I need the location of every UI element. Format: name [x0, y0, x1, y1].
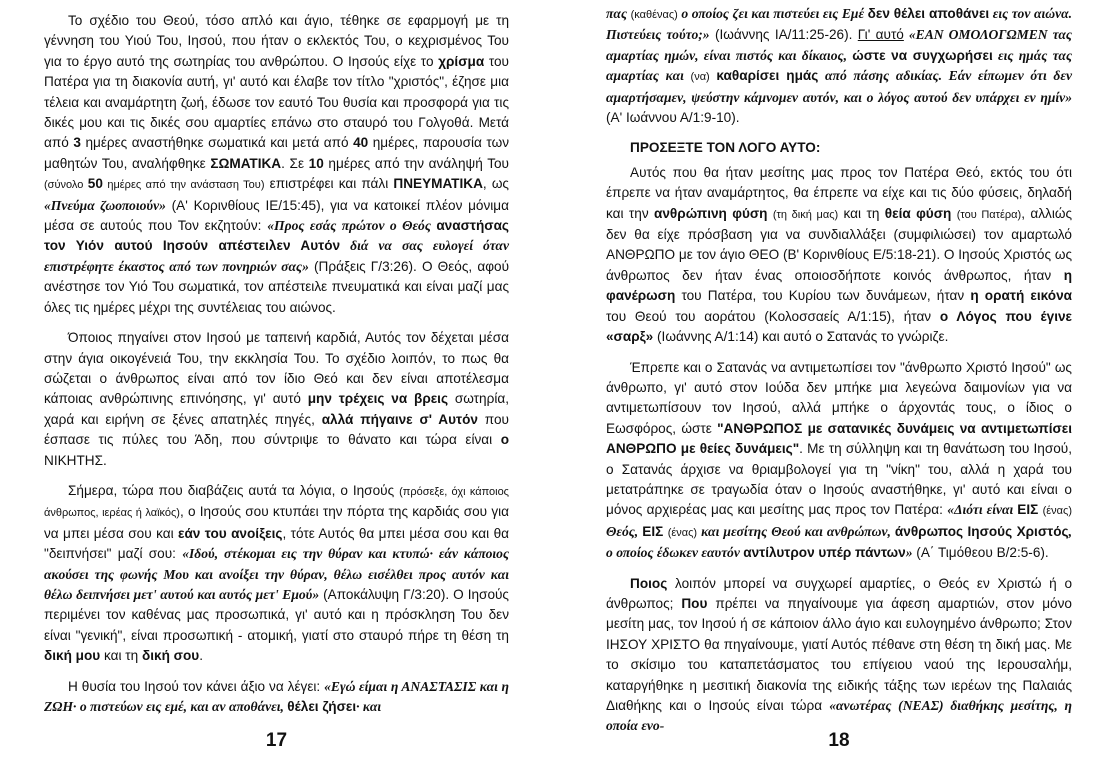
text-run: επιστρέφει και πάλι [264, 176, 394, 192]
text-run: (σύνολο [44, 179, 88, 192]
text-run: · και [356, 699, 382, 714]
text-run: (Α' Κορινθίους ΙΕ/15:45), για να κατοικεί πλέον μόνιμα μέσα σε αυτούς που Τον εκζητούν: [44, 197, 509, 234]
text-run: «ΕΑΝ ΟΜΟΛΟΓΩΜΕΝ τας αμαρτίας ημών, είναι πιστός και δίκαιος, [606, 27, 1072, 63]
text-run: αναστήσας τον Υιόν αυτού Ιησούν απέστειλεν Αυτόν [44, 218, 509, 254]
text-run: χρίσμα [438, 53, 485, 69]
text-run: (ένας) [667, 526, 698, 539]
text-run: (καθένας) [630, 9, 678, 21]
text-run: που έσπασε τις πύλες του Άδη, που σύντριψε το θάνατο και τώρα είναι [44, 411, 509, 448]
text-run: η φανέρωση [606, 267, 1072, 304]
text-run: «ανωτέρας (ΝΕΑΣ) διαθήκης μεσίτης, η οποία ενο- [606, 698, 1072, 734]
text-run: και μεσίτης Θεού και ανθρώπων, [697, 523, 895, 539]
text-run: ημέρες, παρουσία των μαθητών Του, αναλήφθηκε [44, 135, 510, 171]
text-run: δεν θέλει αποθάνει [867, 6, 990, 21]
page-number: 17 [265, 729, 288, 751]
text-run: ώστε να συγχωρήσει [852, 47, 993, 63]
text-run: (Α΄ Τιμόθεου Β/2:5-6). [912, 545, 1049, 561]
text-run: θεία φύση [884, 205, 952, 221]
text-run: "ΑΝΘΡΩΠΟΣ με σατανικές δυνάμεις να αντιμετωπίσει ΑΝΘΡΩΠΟ με θείες δυνάμεις" [606, 420, 1072, 457]
text-run: (να) [690, 71, 710, 84]
section-heading: ΠΡΟΣΕΞΤΕ ΤΟΝ ΛΟΓΟ ΑΥΤΟ: [630, 140, 821, 156]
text-run: (Ιωάννης Α/1:14) και αυτό ο Σατανάς το γνώριζε. [653, 329, 949, 345]
text-run: (πρόσεξε, όχι κάποιος άνθρωπος, ιερέας ή λαϊκός) [44, 485, 509, 520]
text-run: δική σου [142, 648, 200, 664]
text-run: ημέρες από την ανάσταση Του) [102, 179, 265, 192]
paragraph [606, 163, 1072, 348]
text-run: σωτηρία, χαρά και ειρήνη σε ξένες απατηλές πηγές, [44, 391, 509, 427]
text-run: «Ιδού, στέκομαι εις την θύραν και κτυπώ· εάν κάποιος ακούσει της φωνής Μου και ανοίξει την θύραν, θέλω εισέλθει προς αυτόν και θέλω δειπνήσει μετ' αυτού και αυτός μετ' Εμού» [44, 546, 509, 602]
text-run: ΕΙΣ [642, 523, 664, 539]
text-run: . Σε [281, 155, 309, 171]
text-run: Η θυσία του Ιησού τον κάνει άξιο να λέγει: [68, 678, 325, 694]
text-run: δική μου [44, 648, 101, 664]
left-page [44, 0, 509, 759]
text-run: Που [681, 595, 708, 611]
text-run: εις ημάς τας αμαρτίας και [606, 47, 1072, 84]
text-run: Το σχέδιο του Θεού, τόσο απλό και άγιο, τέθηκε σε εφαρμογή με τη γέννηση του Υιού Του, Ιησού, που ήταν ο εκλεκτός Του, ο κεχρισμένος Του για το έργο αυτό της σωτηρίας του ανθρώπου. Ο Ιησούς είχε το [44, 13, 509, 69]
text-run: του Πατέρα, του Κυρίου των δυνάμεων, ήταν [675, 288, 971, 304]
text-run: (Αποκάλυψη Γ/3:20). Ο Ιησούς περιμένει τον καθένας μας προσωπικά, γι' αυτό και η πρόσκληση Του δεν είναι "γενική", είναι προσωπική - ατομική, γιατί στο σταυρό πήρε τη θέση τη [44, 586, 509, 643]
text-run: (του Πατέρα) [956, 208, 1022, 221]
text-run: ΠΝΕΥΜΑΤΙΚΑ [393, 176, 483, 192]
text-run: πρέπει να πηγαίνουμε για άφεση αμαρτιών, στον μόνο μεσίτη μας, τον Ιησού ή σε κάποιον άλλο άγιο και ευλογημένο άνθρωπο; Στον ΙΗΣΟΥ ΧΡΙΣΤΟ θα πηγαίνουμε, γιατί Αυτός πέθανε στη θέση τη δική μας. Με το σκίσιμο του καταπετάσματος του επίγειου ναού της Ιερουσαλήμ, καταργήθηκε η μεσιτική διακονία της ειδικής τάξης των ιερέων της Παλαιάς Διαθήκης και ο Ιησούς είναι τώρα [606, 595, 1072, 713]
text-run: , ως [482, 176, 509, 192]
page-number: 18 [828, 729, 850, 751]
paragraph [44, 481, 509, 667]
text-run: 40 [353, 135, 369, 151]
text-run: , ο οποίος έδωκεν εαυτόν [606, 523, 1072, 561]
text-run: καθαρίσει ημάς [716, 68, 819, 84]
text-run: ΣΩΜΑΤΙΚΑ [210, 155, 282, 171]
text-run: Αυτός που θα ήταν μεσίτης μας προς τον Πατέρα Θεό, εκτός του ότι έπρεπε να ήταν αναμάρτητος, θα έπρεπε να είχε και τις δύο φύσεις, δηλαδή και την [606, 164, 1072, 221]
right-page [606, 0, 1072, 759]
text-run: «Διότι είναι [947, 502, 1018, 518]
text-run: πας [606, 6, 631, 21]
text-run: Όποιος πηγαίνει στον Ιησού με ταπεινή καρδιά, Αυτός τον δέχεται μέσα στην άγια οικογένειά Του, την εκκλησία Του. Το σχέδιο λοιπόν, το πως θα σώζεται ο άνθρωπος είναι από τον ίδιο Θεό και δεν είναι αποτέλεσμα κάποιας ανθρώπινης επινόησης, γι' αυτό [44, 330, 509, 407]
text-run: θέλει ζήσει [287, 699, 357, 714]
text-run: . [199, 648, 203, 664]
text-run: ΝΙΚΗΤΗΣ. [44, 452, 107, 468]
text-run: άνθρωπος Ιησούς Χριστός [894, 523, 1069, 539]
text-run: ανθρώπινη φύση [654, 205, 768, 221]
text-run: και τη [838, 205, 885, 221]
text-run: (ένας) [1042, 505, 1072, 518]
text-run: η ορατή εικόνα [970, 288, 1072, 304]
text-run: μην τρέχεις να βρεις [307, 391, 449, 407]
text-run: Έπρεπε και ο Σατανάς να αντιμετωπίσει τον "άνθρωπο Χριστό Ιησού" ως άνθρωπο, γι' αυτό στον Ιούδα δεν μπήκε μια λεγεώνα δαιμονίων για να αντιμετωπίσουν τον Ιησού, αλλά μπήκε ο άρχοντάς τους, ο ίδιος ο Εωσφόρος, ώστε [606, 359, 1072, 436]
text-run: εάν του ανοίξεις [178, 525, 283, 541]
text-run: . Με τη σύλληψη και τη θανάτωση του Ιησού, ο Σατανάς άρχισε να θριαμβολογεί για τη "νίκη" του, αλλά η χαρά του μετατράπηκε σε τραγωδία όταν ο Ιησούς αναστήθηκε, γι' αυτό και είναι ο μόνος αρχιερέας μας και μεσίτης μας προς τον Πατέρα: [606, 441, 1072, 518]
text-run: «Προς εσάς πρώτον ο Θεός [267, 218, 437, 234]
text-run: ο [500, 432, 509, 448]
text-run: αντίλυτρον υπέρ πάντων [743, 545, 906, 561]
paragraph [606, 358, 1072, 564]
paragraph [44, 11, 509, 318]
paragraph [44, 328, 509, 471]
paragraph [606, 574, 1072, 737]
text-run: Σήμερα, τώρα που διαβάζεις αυτά τα λόγια, ο Ιησούς [68, 482, 400, 498]
text-run: αλλά πήγαινε σ' Αυτόν [321, 411, 478, 427]
text-run: , ο Ιησούς σου κτυπάει την πόρτα της καρδιάς σου για να μπει μέσα σου και [44, 504, 509, 541]
text-run: (Πράξεις Γ/3:26). Ο Θεός, αφού ανέστησε τον Υιό Του σωματικά, τον απέστειλε πνευματικά και είναι μαζί μας όλες τις ημέρες μέχρι της συντέλειας του αιώνος. [44, 258, 509, 315]
text-run: (Ιωάννης ΙΑ/11:25-26). [709, 27, 858, 43]
text-run: 3 [73, 135, 81, 151]
text-run: λοιπόν μπορεί να συγχωρεί αμαρτίες, ο Θεός εν Χριστώ ή ο άνθρωπος; [606, 575, 1072, 611]
text-run: Ποιος [630, 575, 668, 591]
text-run: του Θεού του αοράτου (Κολοσσαείς Α/1:15), ήταν [606, 308, 940, 324]
text-run: » [905, 545, 913, 561]
text-run: Γι' αυτό [857, 27, 904, 43]
text-run: Θεός, [606, 523, 643, 539]
text-run: του Πατέρα για τη διακονία αυτή, γι' αυτό και έλαβε τον τίτλο "χριστός", έζησε μια τέλεια και αναμάρτητη ζωή, έδωσε τον εαυτό Του θυσία και προσφορά για τις δικές μου και τις δικές σου αμαρτίες επάνω στο σταυρό του Γολγοθά. Μετά από [44, 53, 509, 151]
text-run: ημέρες από την ανάληψή Του [323, 155, 509, 171]
text-run: «Εγώ είμαι η ΑΝΑΣΤΑΣΙΣ και η ΖΩΗ· ο πιστεύων εις εμέ, και αν αποθάνει, [44, 678, 509, 714]
text-run: (Α' Ιωάννου Α/1:9-10). [606, 110, 740, 126]
text-run: 10 [308, 155, 324, 171]
text-run: από πάσης αδικίας. Εάν είπωμεν ότι δεν αμαρτήσαμεν, ψεύστην κάμνομεν αυτόν, και ο λόγος αυτού δεν υπάρχει εν ημίν» [606, 68, 1073, 105]
text-run: εις τον αιώνα. Πιστεύεις τούτο;» [606, 6, 1073, 43]
text-run: και τη [100, 648, 142, 664]
text-run: «Πνεύμα ζωοποιούν» [44, 197, 166, 213]
text-run: ο Λόγος που έγινε «σαρξ» [606, 308, 1072, 345]
text-run: (τη δική μας) [772, 208, 839, 221]
text-run: ο οποίος ζει και πιστεύει εις Εμέ [677, 6, 868, 21]
text-run: ΕΙΣ [1017, 502, 1039, 518]
text-run: , τότε Αυτός θα μπει μέσα σου και θα "δειπνήσει" μαζί σου: [44, 525, 509, 562]
text-run: ημέρες αναστήθηκε σωματικά και μετά από [80, 135, 354, 151]
text-run: διά να σας ευλογεί όταν επιστρέφητε έκαστος από των πονηριών σας» [44, 238, 509, 274]
text-run: , αλλιώς δεν θα είχε πρόσβαση για να συνδιαλλάξει (συμφιλιώσει) τον αμαρτωλό ΑΝΘΡΩΠΟ με τον άγιο ΘΕΟ (Β' Κορινθίους Ε/5:18-21). Ο Ιησούς Χριστός ως άνθρωπος δεν ήταν ένας οποιοσδήποτε κοινός άνθρωπος, ήταν [606, 205, 1073, 283]
paragraph [44, 677, 509, 718]
paragraph [606, 4, 1072, 128]
text-run: 50 [87, 176, 103, 192]
